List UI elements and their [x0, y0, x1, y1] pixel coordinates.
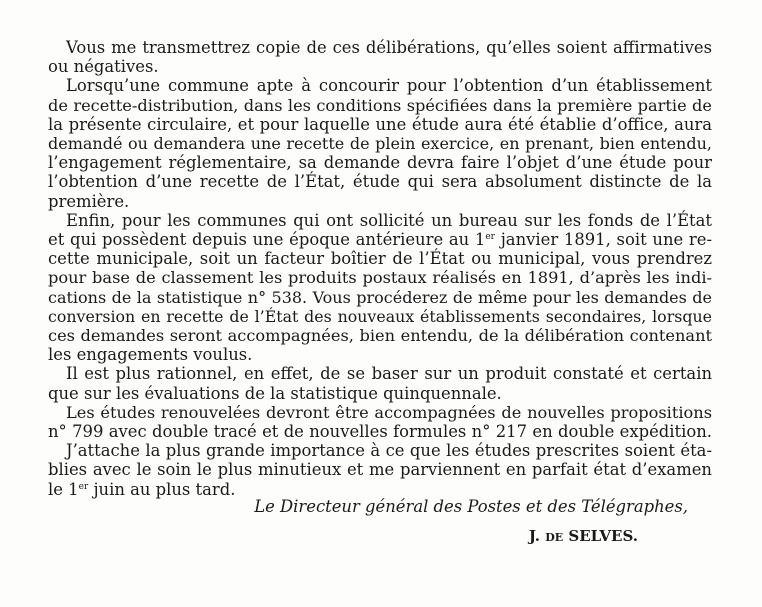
text-line: blies avec le soin le plus minutieux et me parviennent en parfait état d’examen: [48, 460, 712, 480]
text-line: de recette-distribution, dans les conditions spécifiées dans la première partie de: [48, 95, 712, 115]
text-segment: et qui possèdent depuis une époque antérieure au 1: [48, 230, 486, 249]
superscript: er: [78, 481, 89, 492]
text-line: Les études renouvelées devront être accompagnées de nouvelles propositions: [66, 402, 712, 422]
text-line: Il est plus rationnel, en effet, de se baser sur un produit constaté et certain: [66, 364, 712, 384]
text-line: demandé ou demandera une recette de plein exercice, en prenant, bien entendu,: [48, 134, 712, 153]
text-line: l’engagement réglementaire, sa demande devra faire l’objet d’une étude pour: [48, 153, 712, 173]
text-line: cations de la statistique n° 538. Vous procéderez de même pour les demandes de: [48, 287, 712, 307]
text-line: la présente circulaire, et pour laquelle une étude aura été établie d’office, aura: [48, 114, 712, 134]
text-line: ou négatives.: [48, 57, 159, 77]
signature-name-initial: J.: [528, 527, 546, 545]
text-line: cette municipale, soit un facteur boîtier de l’État ou municipal, vous prendrez: [48, 249, 712, 269]
text-line: l’obtention d’une recette de l’État, étude qui sera absolument distincte de la: [48, 172, 712, 192]
text-line: que sur les évaluations de la statistique quinquennale.: [48, 383, 502, 403]
text-line: ces demandes seront accompagnées, bien entendu, de la délibération contenant: [48, 326, 712, 345]
signature-name-particle: de: [545, 527, 564, 545]
text-segment: le 1: [48, 479, 79, 499]
text-line: pour base de classement les produits postaux réalisés en 1891, d’après les indi-: [48, 268, 712, 288]
superscript: er: [485, 232, 495, 242]
text-segment: janvier 1891, soit une re-: [495, 230, 712, 249]
text-line: n° 799 avec double tracé et de nouvelles formules n° 217 en double expédition.: [48, 422, 712, 441]
text-line: conversion en recette de l’État des nouveaux établissements secondaires, lorsque: [48, 306, 712, 326]
text-line: J’attache la plus grande importance à ce que les études prescrites soient éta-: [66, 441, 712, 461]
signature-title: Le Directeur général des Postes et des Télégraphes,: [254, 497, 688, 516]
signature-name: [48, 525, 638, 547]
text-line: Enfin, pour les communes qui ont sollicité un bureau sur les fonds de l’État: [66, 210, 712, 230]
text-segment: juin au plus tard.: [88, 479, 236, 499]
text-line: première.: [48, 191, 130, 211]
signature-name-surname: SELVES.: [563, 527, 638, 545]
text-line: Lorsqu’une commune apte à concourir pour l’obtention d’un établissement: [66, 76, 712, 96]
text-line: Vous me transmettrez copie de ces délibérations, qu’elles soient affirmatives: [66, 38, 712, 57]
text-line: les engagements voulus.: [48, 345, 253, 365]
